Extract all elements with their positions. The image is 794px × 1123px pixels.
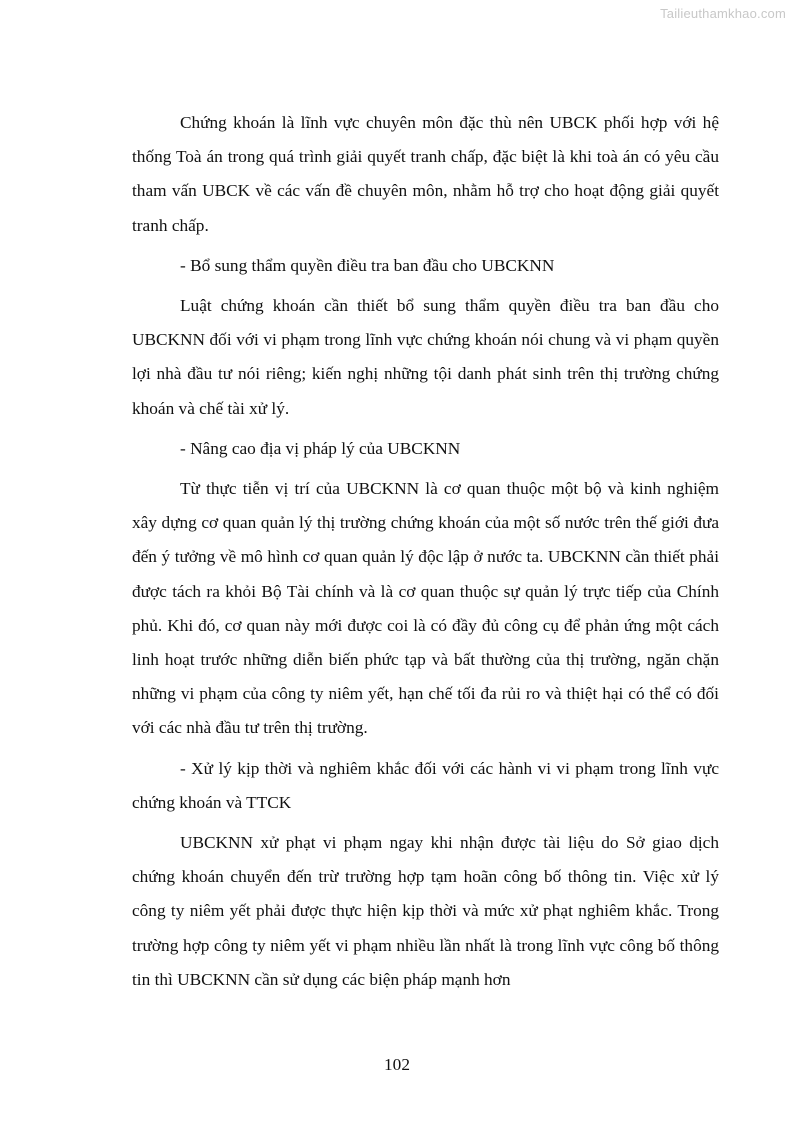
bullet-timely-handling: - Xử lý kịp thời và nghiêm khắc đối với các hành vi vi phạm trong lĩnh vực chứng khoán và TTCK bbox=[132, 758, 719, 812]
paragraph-timely-handling: UBCKNN xử phạt vi phạm ngay khi nhận được tài liệu do Sở giao dịch chứng khoán chuyển đến trừ trường hợp tạm hoãn công bố thông tin. Việc xử lý công ty niêm yết phải được thực hiện kịp thời và mức xử phạt nghiêm khắc. Trong trường hợp công ty niêm yết vi phạm nhiều lần nhất là trong lĩnh vực công bố thông tin thì UBCKNN cần sử dụng các biện pháp mạnh hơn bbox=[132, 833, 719, 989]
page-number: 102 bbox=[384, 1055, 410, 1074]
bullet-investigation-authority: - Bổ sung thẩm quyền điều tra ban đầu cho UBCKNN bbox=[180, 255, 555, 275]
document-body bbox=[132, 106, 719, 1003]
paragraph-legal-status: Từ thực tiễn vị trí của UBCKNN là cơ quan thuộc một bộ và kinh nghiệm xây dựng cơ quan quản lý thị trường chứng khoán của một số nước trên thế giới đưa đến ý tưởng về mô hình cơ quan quản lý độc lập ở nước ta. UBCKNN cần thiết phải được tách ra khỏi Bộ Tài chính và là cơ quan thuộc sự quản lý trực tiếp của Chính phủ. Khi đó, cơ quan này mới được coi là có đầy đủ công cụ để phản ứng một cách linh hoạt trước những diễn biến phức tạp và bất thường của thị trường, ngăn chặn những vi phạm của công ty niêm yết, hạn chế tối đa rủi ro và thiệt hại có thể có đối với các nhà đầu tư trên thị trường. bbox=[132, 479, 719, 738]
paragraph-intro: Chứng khoán là lĩnh vực chuyên môn đặc thù nên UBCK phối hợp với hệ thống Toà án trong quá trình giải quyết tranh chấp, đặc biệt là khi toà án có yêu cầu tham vấn UBCK về các vấn đề chuyên môn, nhằm hỗ trợ cho hoạt động giải quyết tranh chấp. bbox=[132, 113, 719, 235]
paragraph-investigation-authority: Luật chứng khoán cần thiết bổ sung thẩm quyền điều tra ban đầu cho UBCKNN đối với vi phạm trong lĩnh vực chứng khoán nói chung và vi phạm quyền lợi nhà đầu tư nói riêng; kiến nghị những tội danh phát sinh trên thị trường chứng khoán và chế tài xử lý. bbox=[132, 296, 719, 418]
watermark: Tailieuthamkhao.com bbox=[660, 6, 786, 21]
bullet-legal-status: - Nâng cao địa vị pháp lý của UBCKNN bbox=[180, 438, 461, 458]
